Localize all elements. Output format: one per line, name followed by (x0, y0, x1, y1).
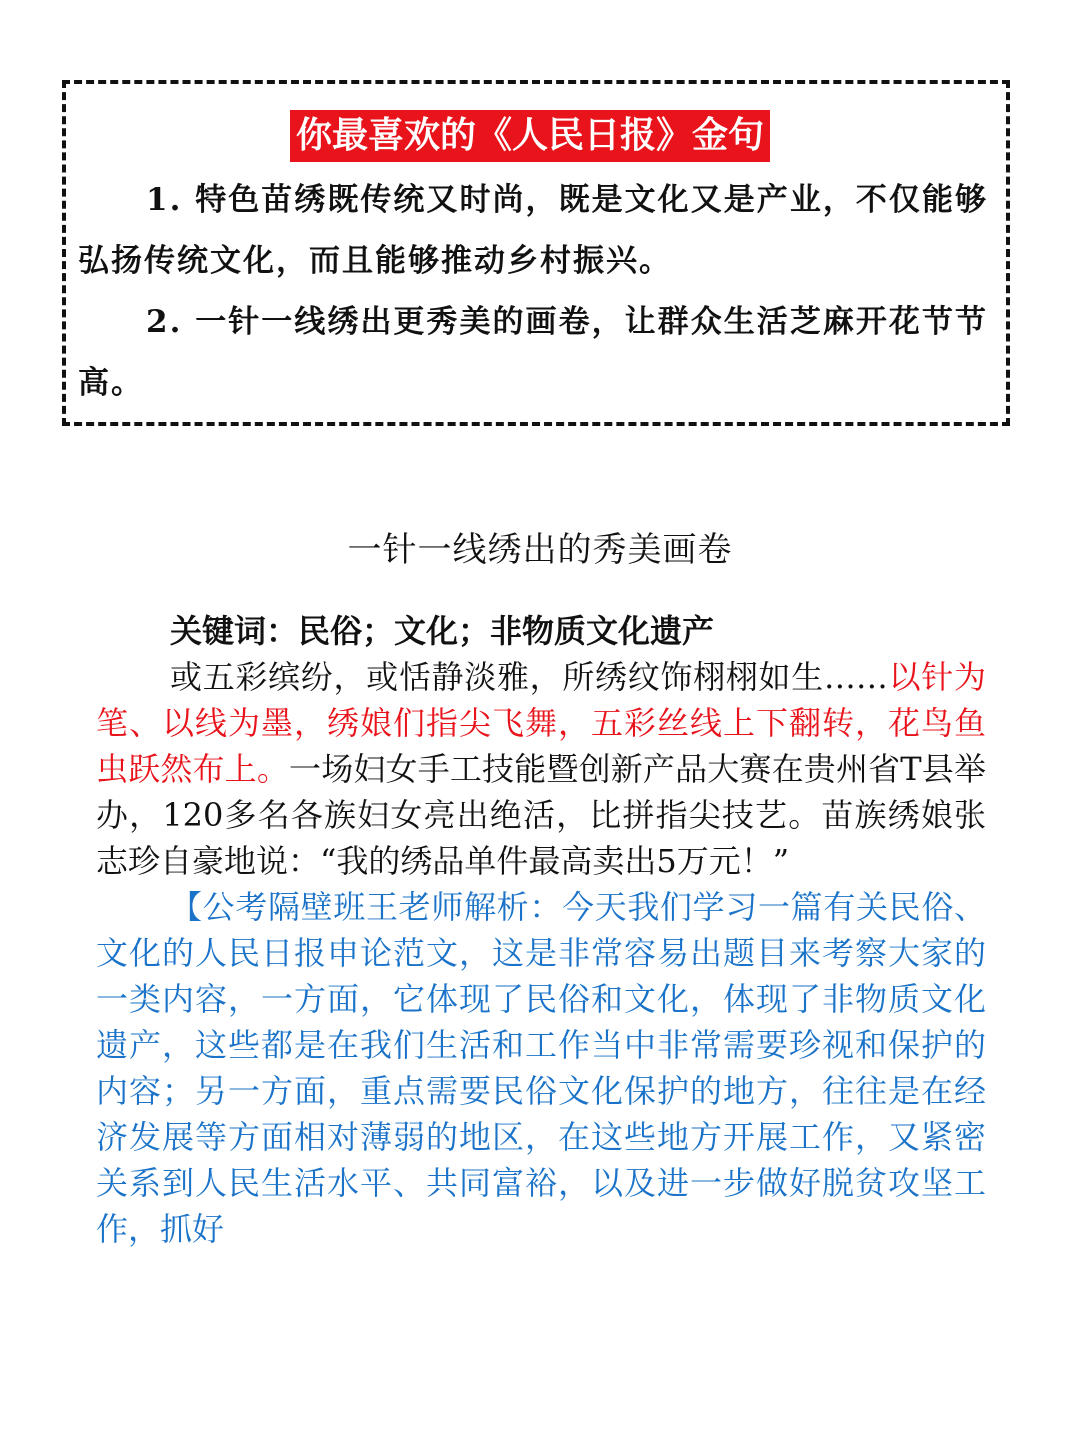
quote-item-2: 2. 一针一线绣出更秀美的画卷，让群众生活芝麻开花节节高。 (78, 304, 988, 401)
keywords-line: 关键词：民俗；文化；非物质文化遗产 (170, 612, 715, 650)
quote-box-title: 你最喜欢的《人民日报》金句 (290, 110, 770, 162)
analysis-paragraph: 【公考隔壁班王老师解析：今天我们学习一篇有关民俗、文化的人民日报申论范文，这是非常容易出题目来考察大家的一类内容，一方面，它体现了民俗和文化，体现了非物质文化遗产，这些都是在我们生活和工作当中非常需要珍视和保护的内容；另一方面，重点需要民俗文化保护的地方，往往是在经济发展等方面相对薄弱的地区，在这些地方开展工作，又紧密关系到人民生活水平、共同富裕，以及进一步做好脱贫攻坚工作，抓好 (96, 888, 986, 1248)
quote-list (78, 170, 988, 414)
paragraph-1-rest: 一场妇女手工技能暨创新产品大赛在贵州省T县举办，120多名各族妇女亮出绝活，比拼指尖技艺。苗族绣娘张志珍自豪地说：“我的绣品单件最高卖出5万元！” (96, 750, 986, 880)
paragraph-1-intro: 或五彩缤纷，或恬静淡雅，所绣纹饰栩栩如生…… (170, 658, 888, 696)
quote-item-1: 1. 特色苗绣既传统又时尚，既是文化又是产业，不仅能够弘扬传统文化，而且能够推动乡村振兴。 (78, 182, 988, 279)
article-title: 一针一线绣出的秀美画卷 (347, 530, 733, 570)
paragraph-1-highlight: 以针为笔、以线为墨，绣娘们指尖飞舞，五彩丝线上下翻转，花鸟鱼虫跃然布上。 (96, 658, 986, 788)
article-paragraph-1 (96, 654, 986, 884)
article-body (96, 608, 986, 1252)
